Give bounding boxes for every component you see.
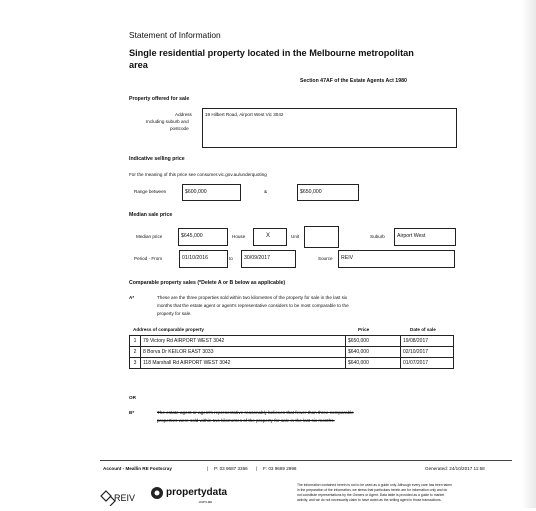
median-heading: Median sale price xyxy=(129,212,173,218)
house-checkbox[interactable] xyxy=(253,228,287,246)
row-number: 1 xyxy=(130,336,141,347)
suburb-label: Suburb xyxy=(370,234,385,239)
footer-phone: P: 03 9687 3366 xyxy=(214,466,248,471)
period-label: Period - From xyxy=(134,256,163,261)
col-address-header: Address of comparable property xyxy=(133,327,204,332)
house-label: House xyxy=(232,234,246,239)
address-label: Address xyxy=(175,112,192,117)
disclaimer-line-2: in the preparation of the information, we stress that particulars herein are for information only and do xyxy=(297,488,448,492)
house-check-mark: X xyxy=(266,233,271,239)
act-reference: Section 47AF of the Estate Agents Act 1980 xyxy=(300,78,407,84)
footer-sep-2: | xyxy=(256,466,258,471)
period-to-label: to xyxy=(229,256,233,261)
range-ampersand: & xyxy=(264,189,268,194)
period-from-field[interactable]: 01/10/2016 xyxy=(179,250,228,268)
comparable-sales-table xyxy=(129,335,454,369)
property-heading: Property offered for sale xyxy=(129,96,190,102)
range-label: Range between xyxy=(134,189,167,194)
page-edge-shadow xyxy=(522,0,536,508)
suburb-field[interactable]: Airport West xyxy=(394,228,456,246)
footer-divider xyxy=(100,460,512,461)
propertydata-mark-icon xyxy=(150,486,164,500)
table-row xyxy=(130,336,454,347)
option-b-marker: B* xyxy=(129,410,135,415)
median-price-field[interactable]: $645,000 xyxy=(178,228,228,246)
period-to-field[interactable]: 30/09/2017 xyxy=(241,250,296,268)
row-date: 01/07/2017 xyxy=(401,358,454,369)
disclaimer-line-1: The information contained herein is not to be used as a guide only. Although every care has been taken xyxy=(297,483,452,487)
address-label-2: Including suburb and xyxy=(146,119,189,124)
or-label: OR xyxy=(129,395,136,400)
option-b-text-2: properties were sold within two kilometres of the property for sale in the last six months. xyxy=(157,418,335,423)
median-price-label: Median price xyxy=(136,234,163,239)
row-price: $640,000 xyxy=(346,358,401,369)
source-label: Source xyxy=(318,256,333,261)
footer-generated: Generated: 24/10/2017 11:58 xyxy=(425,466,485,471)
unit-checkbox[interactable] xyxy=(304,226,339,248)
disclaimer-line-4: activity, and we do not necessarily claim to have acted as the selling agent in those transactions. xyxy=(297,498,442,502)
disclaimer-line-3: not constitute representations by the Owners or Agent. Data table is provided as a guide to market xyxy=(297,493,445,497)
propertydata-logo-sub: .com.au xyxy=(198,499,213,504)
address-field[interactable] xyxy=(202,108,457,148)
address-value: 19 Hilbert Road, Airport West Vic 3042 xyxy=(205,112,284,117)
row-address: 8 Borva Dr KEILOR EAST 3033 xyxy=(141,347,346,358)
indicative-heading: Indicative selling price xyxy=(129,156,185,162)
option-a-text-3: property for sale. xyxy=(157,311,192,316)
footer-fax: F: 03 9689 2998 xyxy=(263,466,297,471)
row-price: $650,000 xyxy=(346,336,401,347)
price-high-field[interactable]: $650,000 xyxy=(297,184,359,201)
unit-label: Unit xyxy=(291,234,300,239)
option-a-marker: A* xyxy=(129,295,135,300)
table-row xyxy=(130,358,454,369)
row-address: 118 Marshall Rd AIRPORT WEST 3042 xyxy=(141,358,346,369)
col-date-header: Date of sale xyxy=(410,327,436,332)
col-price-header: Price xyxy=(358,327,370,332)
propertydata-logo xyxy=(150,486,228,505)
row-address: 79 Victory Rd AIRPORT WEST 3042 xyxy=(141,336,346,347)
comparable-heading: Comparable property sales (*Delete A or B below as applicable) xyxy=(129,280,286,286)
doc-label: Statement of Information xyxy=(129,30,221,40)
row-price: $640,000 xyxy=(346,347,401,358)
table-row xyxy=(130,347,454,358)
option-a-text-2: months that the estate agent or agent's representative considers to be most comparable to the xyxy=(157,303,349,308)
footer-account: Account - Meallin RE Footscray xyxy=(103,466,172,471)
footer-sep-1: | xyxy=(207,466,209,471)
row-number: 3 xyxy=(130,358,141,369)
doc-title-line2: area xyxy=(129,60,148,70)
source-field[interactable]: REIV xyxy=(338,250,455,268)
reiv-logo-text: REIV xyxy=(114,493,136,503)
option-a-text-1: These are the three properties sold within two kilometres of the property for sale in the last six xyxy=(157,295,348,300)
row-date: 02/10/2017 xyxy=(401,347,454,358)
address-label-3: postcode xyxy=(170,126,189,131)
indicative-note: For the meaning of this price see consumer.vic.gov.au/underquoting xyxy=(129,172,267,177)
row-number: 2 xyxy=(130,347,141,358)
option-b-text-1: The estate agent or agent's representative reasonably believes that fewer than three comparable xyxy=(157,410,354,415)
doc-title-line1: Single residential property located in the Melbourne metropolitan xyxy=(129,48,414,58)
propertydata-logo-text: propertydata xyxy=(166,487,228,498)
row-date: 19/08/2017 xyxy=(401,336,454,347)
price-low-field[interactable]: $600,000 xyxy=(182,184,241,201)
